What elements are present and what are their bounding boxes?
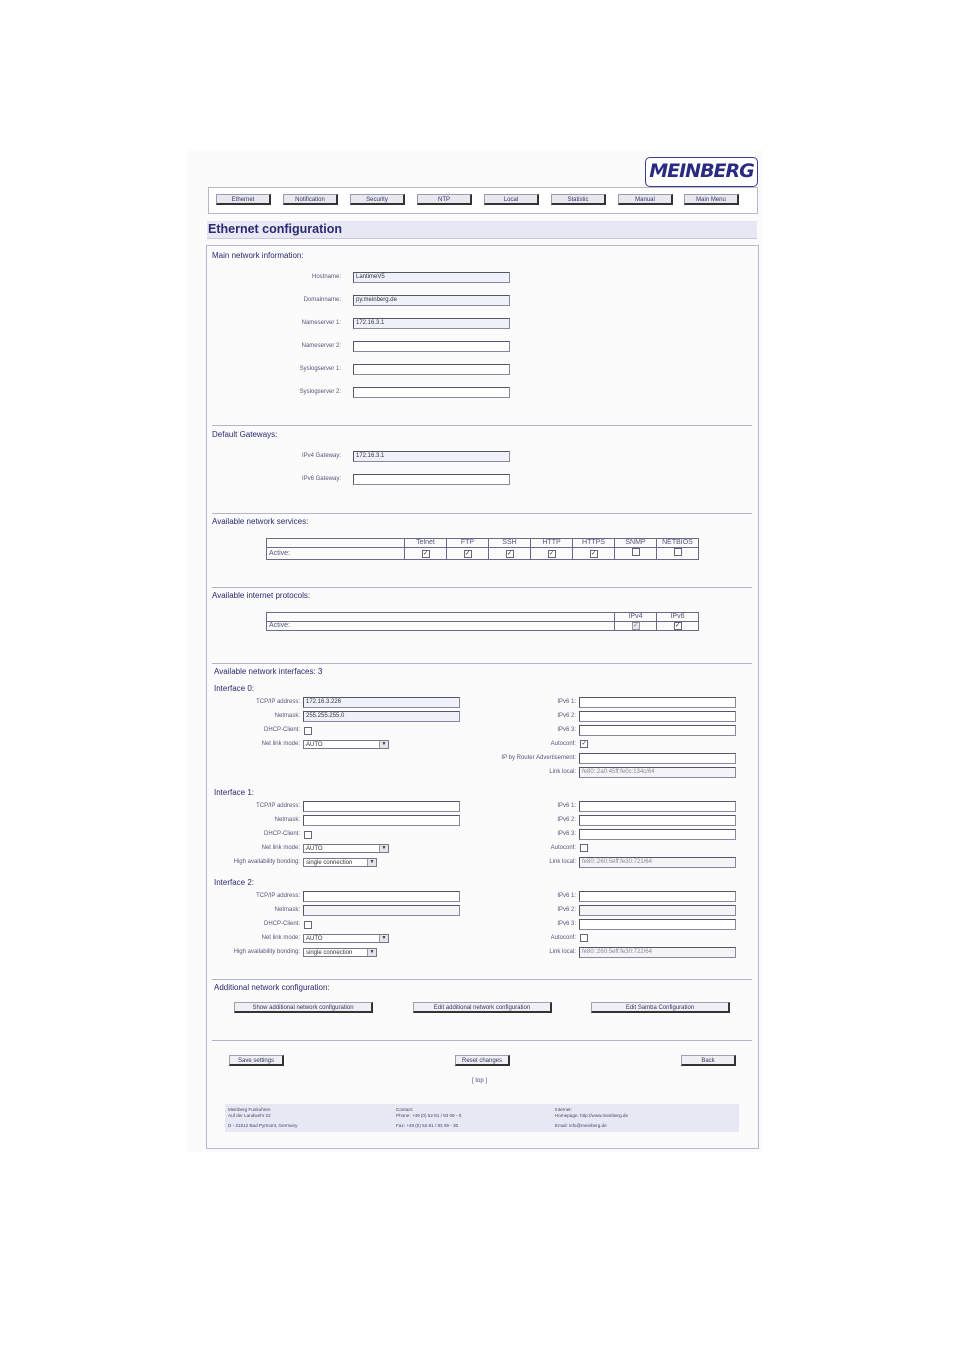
- nav-local-button[interactable]: Local: [484, 194, 539, 205]
- nav-statistic-button[interactable]: Statistic: [551, 194, 606, 205]
- footer-internet-label: Internet:: [555, 1107, 572, 1112]
- top-link[interactable]: [ top ]: [472, 1078, 488, 1084]
- nav-notification-button[interactable]: Notification: [283, 194, 338, 205]
- services-col-https: HTTPS: [573, 539, 615, 548]
- if0-ipv6-2-input[interactable]: [579, 711, 736, 722]
- if0-autoconf-label: Autoconf:: [550, 741, 576, 747]
- chevron-down-icon: ▼: [367, 949, 376, 956]
- if2-ipv6-1-input[interactable]: [579, 891, 736, 902]
- page-title: Ethernet configuration: [208, 222, 343, 236]
- footer-company: Meinberg Funkuhren: [228, 1107, 271, 1112]
- services-col-telnet: Telnet: [405, 539, 447, 548]
- if1-linklocal-input[interactable]: fe80::260:5eff:fe30:721/64: [579, 857, 736, 868]
- services-col-ssh: SSH: [489, 539, 531, 548]
- ipv6-gateway-input[interactable]: [353, 474, 510, 485]
- if1-netmask-label: Netmask:: [274, 817, 300, 823]
- services-table: [266, 538, 699, 560]
- services-corner: [267, 539, 405, 548]
- telnet-checkbox[interactable]: ✓: [422, 550, 429, 557]
- if0-ipv6-3-input[interactable]: [579, 725, 736, 736]
- back-button[interactable]: Back: [681, 1055, 736, 1066]
- if1-bonding-select[interactable]: single connection ▼: [303, 858, 377, 867]
- interface0-title: Interface 0:: [214, 684, 255, 693]
- divider: [212, 979, 752, 980]
- if1-tcpip-input[interactable]: [303, 801, 460, 812]
- ipv6-checkbox[interactable]: ✓: [674, 623, 681, 629]
- hostname-input[interactable]: LantimeV5: [353, 272, 510, 283]
- nameserver1-label: Nameserver 1:: [301, 320, 341, 326]
- chevron-down-icon: ▼: [379, 935, 388, 942]
- interfaces-heading: Available network interfaces: 3: [214, 667, 323, 676]
- footer-street: Auf der Landwehr 22: [228, 1113, 271, 1118]
- if1-netmask-input[interactable]: [303, 815, 460, 826]
- if0-ipv6-3-label: IPv6 3:: [557, 727, 576, 733]
- if0-router-adv-label: IP by Router Advertisement:: [501, 755, 576, 761]
- divider: [212, 513, 752, 514]
- protocols-col-ipv6: IPv6: [657, 613, 699, 622]
- nav-manual-button[interactable]: Manual: [618, 194, 673, 205]
- syslogserver2-input[interactable]: [353, 387, 510, 398]
- if1-linklocal-label: Link local:: [549, 859, 576, 865]
- meinberg-logo: MEINBERG: [645, 157, 758, 187]
- if0-ipv6-1-label: IPv6 1:: [557, 699, 576, 705]
- footer-phone: Phone: +49 (0) 52 81 / 93 09 - 0: [396, 1113, 462, 1118]
- gateways-heading: Default Gateways:: [212, 430, 278, 439]
- nav-main-menu-button[interactable]: Main Menu: [684, 194, 739, 205]
- footer: [225, 1104, 739, 1132]
- divider: [212, 425, 752, 426]
- protocols-table: [266, 612, 699, 631]
- edit-additional-config-button[interactable]: Edit additional network configuration: [413, 1002, 552, 1013]
- if1-ipv6-3-input[interactable]: [579, 829, 736, 840]
- if2-netmask-label: Netmask:: [274, 907, 300, 913]
- nav-security-button[interactable]: Security: [350, 194, 405, 205]
- ftp-checkbox[interactable]: ✓: [464, 550, 471, 557]
- protocols-row-label: Active:: [267, 622, 615, 631]
- if1-autoconf-checkbox[interactable]: [580, 844, 588, 852]
- nav-ethernet-button[interactable]: Ethernet: [216, 194, 271, 205]
- divider: [212, 663, 752, 664]
- divider: [212, 587, 752, 588]
- ipv6-gateway-label: IPv6 Gateway:: [301, 476, 341, 482]
- if0-ipv6-2-label: IPv6 2:: [557, 713, 576, 719]
- if0-linkmode-select[interactable]: AUTO ▼: [303, 740, 389, 749]
- chevron-down-icon: ▼: [379, 845, 388, 852]
- http-checkbox[interactable]: ✓: [548, 550, 555, 557]
- if1-ipv6-2-label: IPv6 2:: [557, 817, 576, 823]
- nameserver2-label: Nameserver 2:: [301, 343, 341, 349]
- chevron-down-icon: ▼: [367, 859, 376, 866]
- nameserver1-input[interactable]: 172.16.3.1: [353, 318, 510, 329]
- protocols-col-ipv4: IPv4: [615, 613, 657, 622]
- if2-ipv6-2-input[interactable]: [579, 905, 736, 916]
- if0-tcpip-input[interactable]: 172.16.3.226: [303, 697, 460, 708]
- chevron-down-icon: ▼: [379, 741, 388, 748]
- if0-dhcp-checkbox[interactable]: [304, 727, 312, 735]
- footer-email-link[interactable]: Email: info@meinberg.de: [555, 1123, 607, 1128]
- if0-linklocal-label: Link local:: [549, 769, 576, 775]
- divider: [212, 1040, 752, 1041]
- ipv4-checkbox[interactable]: ✓: [632, 623, 639, 629]
- interface2-title: Interface 2:: [214, 878, 255, 887]
- if0-router-adv-input[interactable]: [579, 753, 736, 764]
- if2-bonding-select[interactable]: single connection ▼: [303, 948, 377, 957]
- if0-autoconf-checkbox[interactable]: ✓: [581, 741, 587, 747]
- reset-changes-button[interactable]: Reset changes: [455, 1055, 510, 1066]
- services-col-ftp: FTP: [447, 539, 489, 548]
- nav-ntp-button[interactable]: NTP: [417, 194, 472, 205]
- protocols-corner: [267, 613, 615, 622]
- if2-dhcp-label: DHCP-Client:: [263, 921, 300, 927]
- if2-linkmode-select[interactable]: AUTO ▼: [303, 934, 389, 943]
- hostname-label: Hostname:: [311, 274, 341, 280]
- if1-dhcp-label: DHCP-Client:: [263, 831, 300, 837]
- if2-bonding-label: High availability bonding:: [233, 949, 300, 955]
- if1-ipv6-2-input[interactable]: [579, 815, 736, 826]
- syslogserver1-input[interactable]: [353, 364, 510, 375]
- ipv4-gateway-label: IPv4 Gateway:: [301, 453, 341, 459]
- if2-ipv6-3-label: IPv6 3:: [557, 921, 576, 927]
- netbios-checkbox[interactable]: [674, 548, 682, 556]
- if0-tcpip-label: TCP/IP address:: [256, 699, 300, 705]
- if1-ipv6-1-label: IPv6 1:: [557, 803, 576, 809]
- if0-ipv6-1-input[interactable]: [579, 697, 736, 708]
- if0-netmask-label: Netmask:: [274, 713, 300, 719]
- if1-tcpip-label: TCP/IP address:: [256, 803, 300, 809]
- if2-netmask-input[interactable]: [303, 905, 460, 916]
- syslogserver2-label: Syslogserver 2:: [299, 389, 341, 395]
- save-settings-button[interactable]: Save settings: [229, 1055, 284, 1066]
- services-heading: Available network services:: [212, 517, 309, 526]
- if2-dhcp-checkbox[interactable]: [304, 921, 312, 929]
- if1-autoconf-label: Autoconf:: [550, 845, 576, 851]
- footer-city: D - 31812 Bad Pyrmont, Germany: [228, 1123, 298, 1128]
- if2-ipv6-1-label: IPv6 1:: [557, 893, 576, 899]
- nameserver2-input[interactable]: [353, 341, 510, 352]
- if2-autoconf-checkbox[interactable]: [580, 934, 588, 942]
- ssh-checkbox[interactable]: ✓: [506, 550, 513, 557]
- if1-bonding-label: High availability bonding:: [233, 859, 300, 865]
- https-checkbox[interactable]: ✓: [590, 550, 597, 557]
- if1-ipv6-3-label: IPv6 3:: [557, 831, 576, 837]
- if2-tcpip-label: TCP/IP address:: [256, 893, 300, 899]
- edit-samba-config-button[interactable]: Edit Samba Configuration: [591, 1002, 730, 1013]
- footer-homepage-link[interactable]: Homepage: http://www.meinberg.de: [555, 1113, 629, 1118]
- if0-dhcp-label: DHCP-Client:: [263, 727, 300, 733]
- services-col-http: HTTP: [531, 539, 573, 548]
- if2-ipv6-2-label: IPv6 2:: [557, 907, 576, 913]
- services-col-netbios: NETBIOS: [657, 539, 699, 548]
- if1-linkmode-label: Net link mode:: [261, 845, 300, 851]
- if0-linkmode-label: Net link mode:: [261, 741, 300, 747]
- syslogserver1-label: Syslogserver 1:: [299, 366, 341, 372]
- snmp-checkbox[interactable]: [632, 548, 640, 556]
- if2-autoconf-label: Autoconf:: [550, 935, 576, 941]
- if0-linklocal-input[interactable]: fe80::2a0:45ff:fe0c:134c/64: [579, 767, 736, 778]
- footer-contact-label: Contact:: [396, 1107, 414, 1112]
- if2-ipv6-3-input[interactable]: [579, 919, 736, 930]
- footer-fax: Fax: +49 (0) 52 81 / 93 09 - 30: [396, 1123, 459, 1128]
- domainname-input[interactable]: py.meinberg.de: [353, 295, 510, 306]
- services-row-label: Active:: [267, 548, 405, 560]
- if1-ipv6-1-input[interactable]: [579, 801, 736, 812]
- protocols-heading: Available internet protocols:: [212, 591, 311, 600]
- if1-dhcp-checkbox[interactable]: [304, 831, 312, 839]
- if0-netmask-input[interactable]: 255.255.255.0: [303, 711, 460, 722]
- if2-linklocal-input[interactable]: fe80::260:5eff:fe30:722/64: [579, 947, 736, 958]
- if2-tcpip-input[interactable]: [303, 891, 460, 902]
- domainname-label: Domainname:: [303, 297, 341, 303]
- page-title-bar: [207, 221, 757, 239]
- if1-linkmode-select[interactable]: AUTO ▼: [303, 844, 389, 853]
- show-additional-config-button[interactable]: Show additional network configuration: [234, 1002, 373, 1013]
- additional-heading: Additional network configuration:: [214, 983, 330, 992]
- ipv4-gateway-input[interactable]: 172.16.3.1: [353, 451, 510, 462]
- services-col-snmp: SNMP: [615, 539, 657, 548]
- if2-linkmode-label: Net link mode:: [261, 935, 300, 941]
- main-network-heading: Main network information:: [212, 251, 304, 260]
- interface1-title: Interface 1:: [214, 788, 255, 797]
- if2-linklocal-label: Link local:: [549, 949, 576, 955]
